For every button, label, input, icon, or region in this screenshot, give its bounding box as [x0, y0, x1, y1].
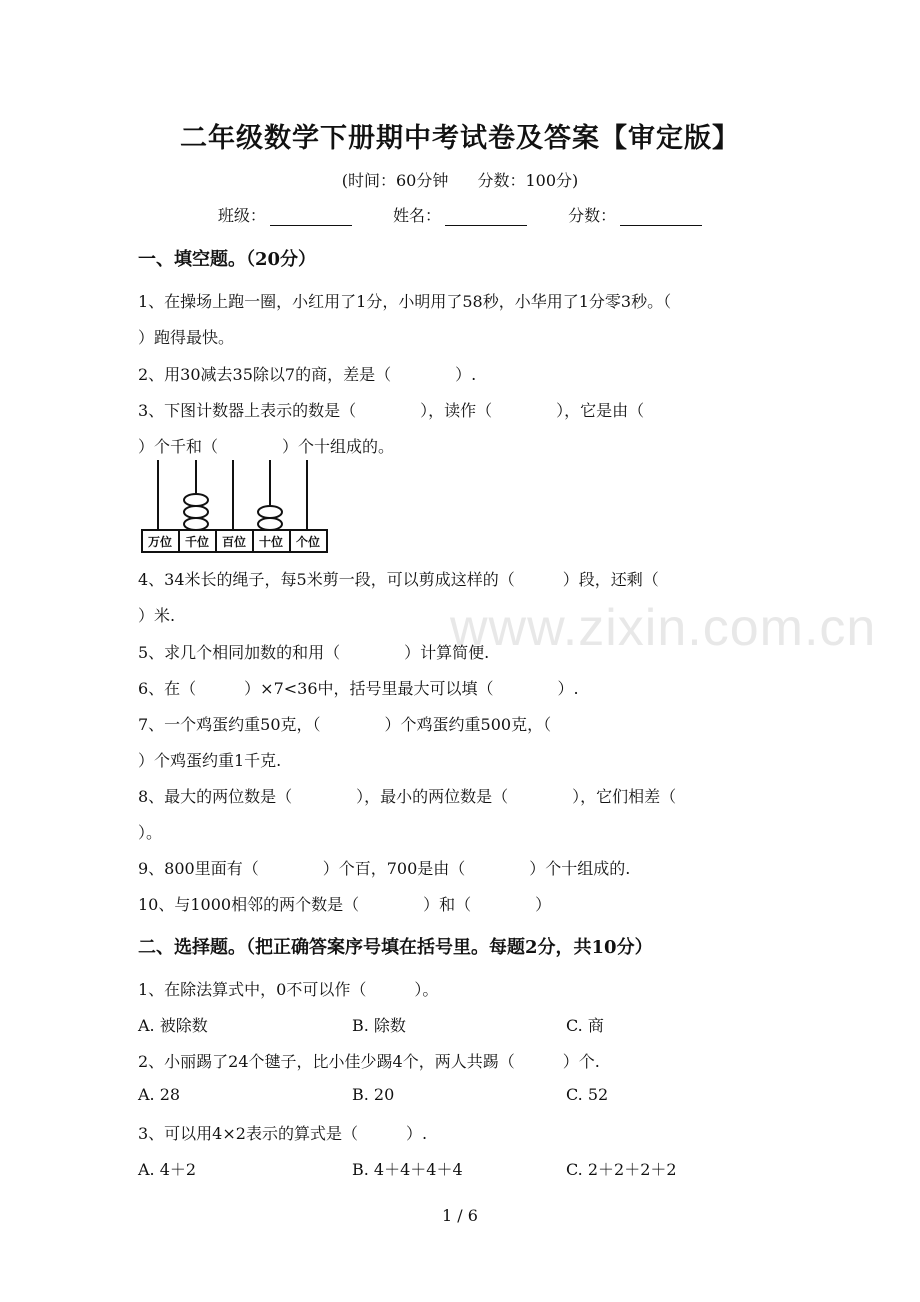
question-line: 8、最大的两位数是（ ），最小的两位数是（ ），它们相差（	[138, 787, 677, 806]
page-title: 二年级数学下册期中考试卷及答案【审定版】	[180, 123, 740, 154]
choice-question: 3、可以用4×2表示的算式是（ ）.	[138, 1124, 428, 1143]
question-line: ）米.	[138, 606, 176, 625]
name-blank	[445, 207, 527, 226]
abacus-label-bai: 百位	[221, 535, 247, 549]
score-label: 分数：	[568, 206, 617, 225]
question-line: ）个鸡蛋约重1千克.	[138, 751, 282, 770]
section-2-heading: 二、选择题。（把正确答案序号填在括号里。每题2分，共10分）	[138, 937, 653, 958]
question-line: 4、34米长的绳子，每5米剪一段，可以剪成这样的（ ）段，还剩（	[138, 570, 659, 589]
abacus-label-ge: 个位	[295, 535, 321, 549]
choice-option-a: A. 4＋2	[138, 1160, 197, 1179]
question-line: 3、下图计数器上表示的数是（ ），读作（ ），它是由（	[138, 401, 645, 420]
section-1-heading: 一、填空题。（20分）	[138, 249, 317, 270]
abacus-label-qian: 千位	[184, 535, 210, 549]
question-line: ）个千和（ ）个十组成的。	[138, 437, 395, 456]
student-info	[0, 203, 920, 226]
exam-meta	[0, 168, 920, 191]
choice-option-b: B. 除数	[352, 1016, 406, 1035]
abacus-label-shi: 十位	[258, 535, 284, 549]
class-field	[218, 203, 352, 226]
score-field	[568, 203, 702, 226]
choice-option-a: A. 被除数	[138, 1016, 208, 1035]
choice-option-a: A. 28	[138, 1085, 181, 1104]
choice-question: 2、小丽踢了24个毽子，比小佳少踢4个，两人共踢（ ）个.	[138, 1052, 600, 1071]
question-line: 2、用30减去35除以7的商，差是（ ）.	[138, 365, 477, 384]
question-line: 9、800里面有（ ）个百，700是由（ ）个十组成的.	[138, 859, 631, 878]
question-line: 1、在操场上跑一圈，小红用了1分，小明用了58秒，小华用了1分零3秒。（	[138, 292, 672, 311]
class-blank	[270, 207, 352, 226]
page-number: 1 / 6	[442, 1206, 478, 1225]
choice-option-c: C. 52	[566, 1085, 609, 1104]
watermark: www.zixin.com.cn	[450, 599, 877, 657]
question-line: 5、求几个相同加数的和用（ ）计算简便.	[138, 643, 490, 662]
question-line: 10、与1000相邻的两个数是（ ）和（ ）	[138, 895, 552, 914]
choice-option-c: C. 2＋2＋2＋2	[566, 1160, 677, 1179]
choice-option-b: B. 20	[352, 1085, 395, 1104]
abacus-diagram	[140, 460, 332, 554]
abacus-label-wan: 万位	[147, 535, 173, 549]
score-blank	[620, 207, 702, 226]
question-line: 6、在（ ）×7<36中，括号里最大可以填（ ）.	[138, 679, 579, 698]
exam-time: (时间：60分钟	[341, 171, 449, 190]
question-line: ）。	[138, 823, 163, 842]
name-label: 姓名：	[392, 206, 441, 225]
exam-total-score: 分数：100分)	[477, 171, 579, 190]
choice-option-c: C. 商	[566, 1016, 604, 1035]
choice-option-b: B. 4＋4＋4＋4	[352, 1160, 463, 1179]
name-field	[393, 203, 527, 226]
question-line: 7、一个鸡蛋约重50克，（ ）个鸡蛋约重500克，（	[138, 715, 552, 734]
choice-question: 1、在除法算式中，0不可以作（ ）。	[138, 980, 439, 999]
class-label: 班级：	[217, 206, 266, 225]
question-line: ）跑得最快。	[138, 328, 235, 347]
